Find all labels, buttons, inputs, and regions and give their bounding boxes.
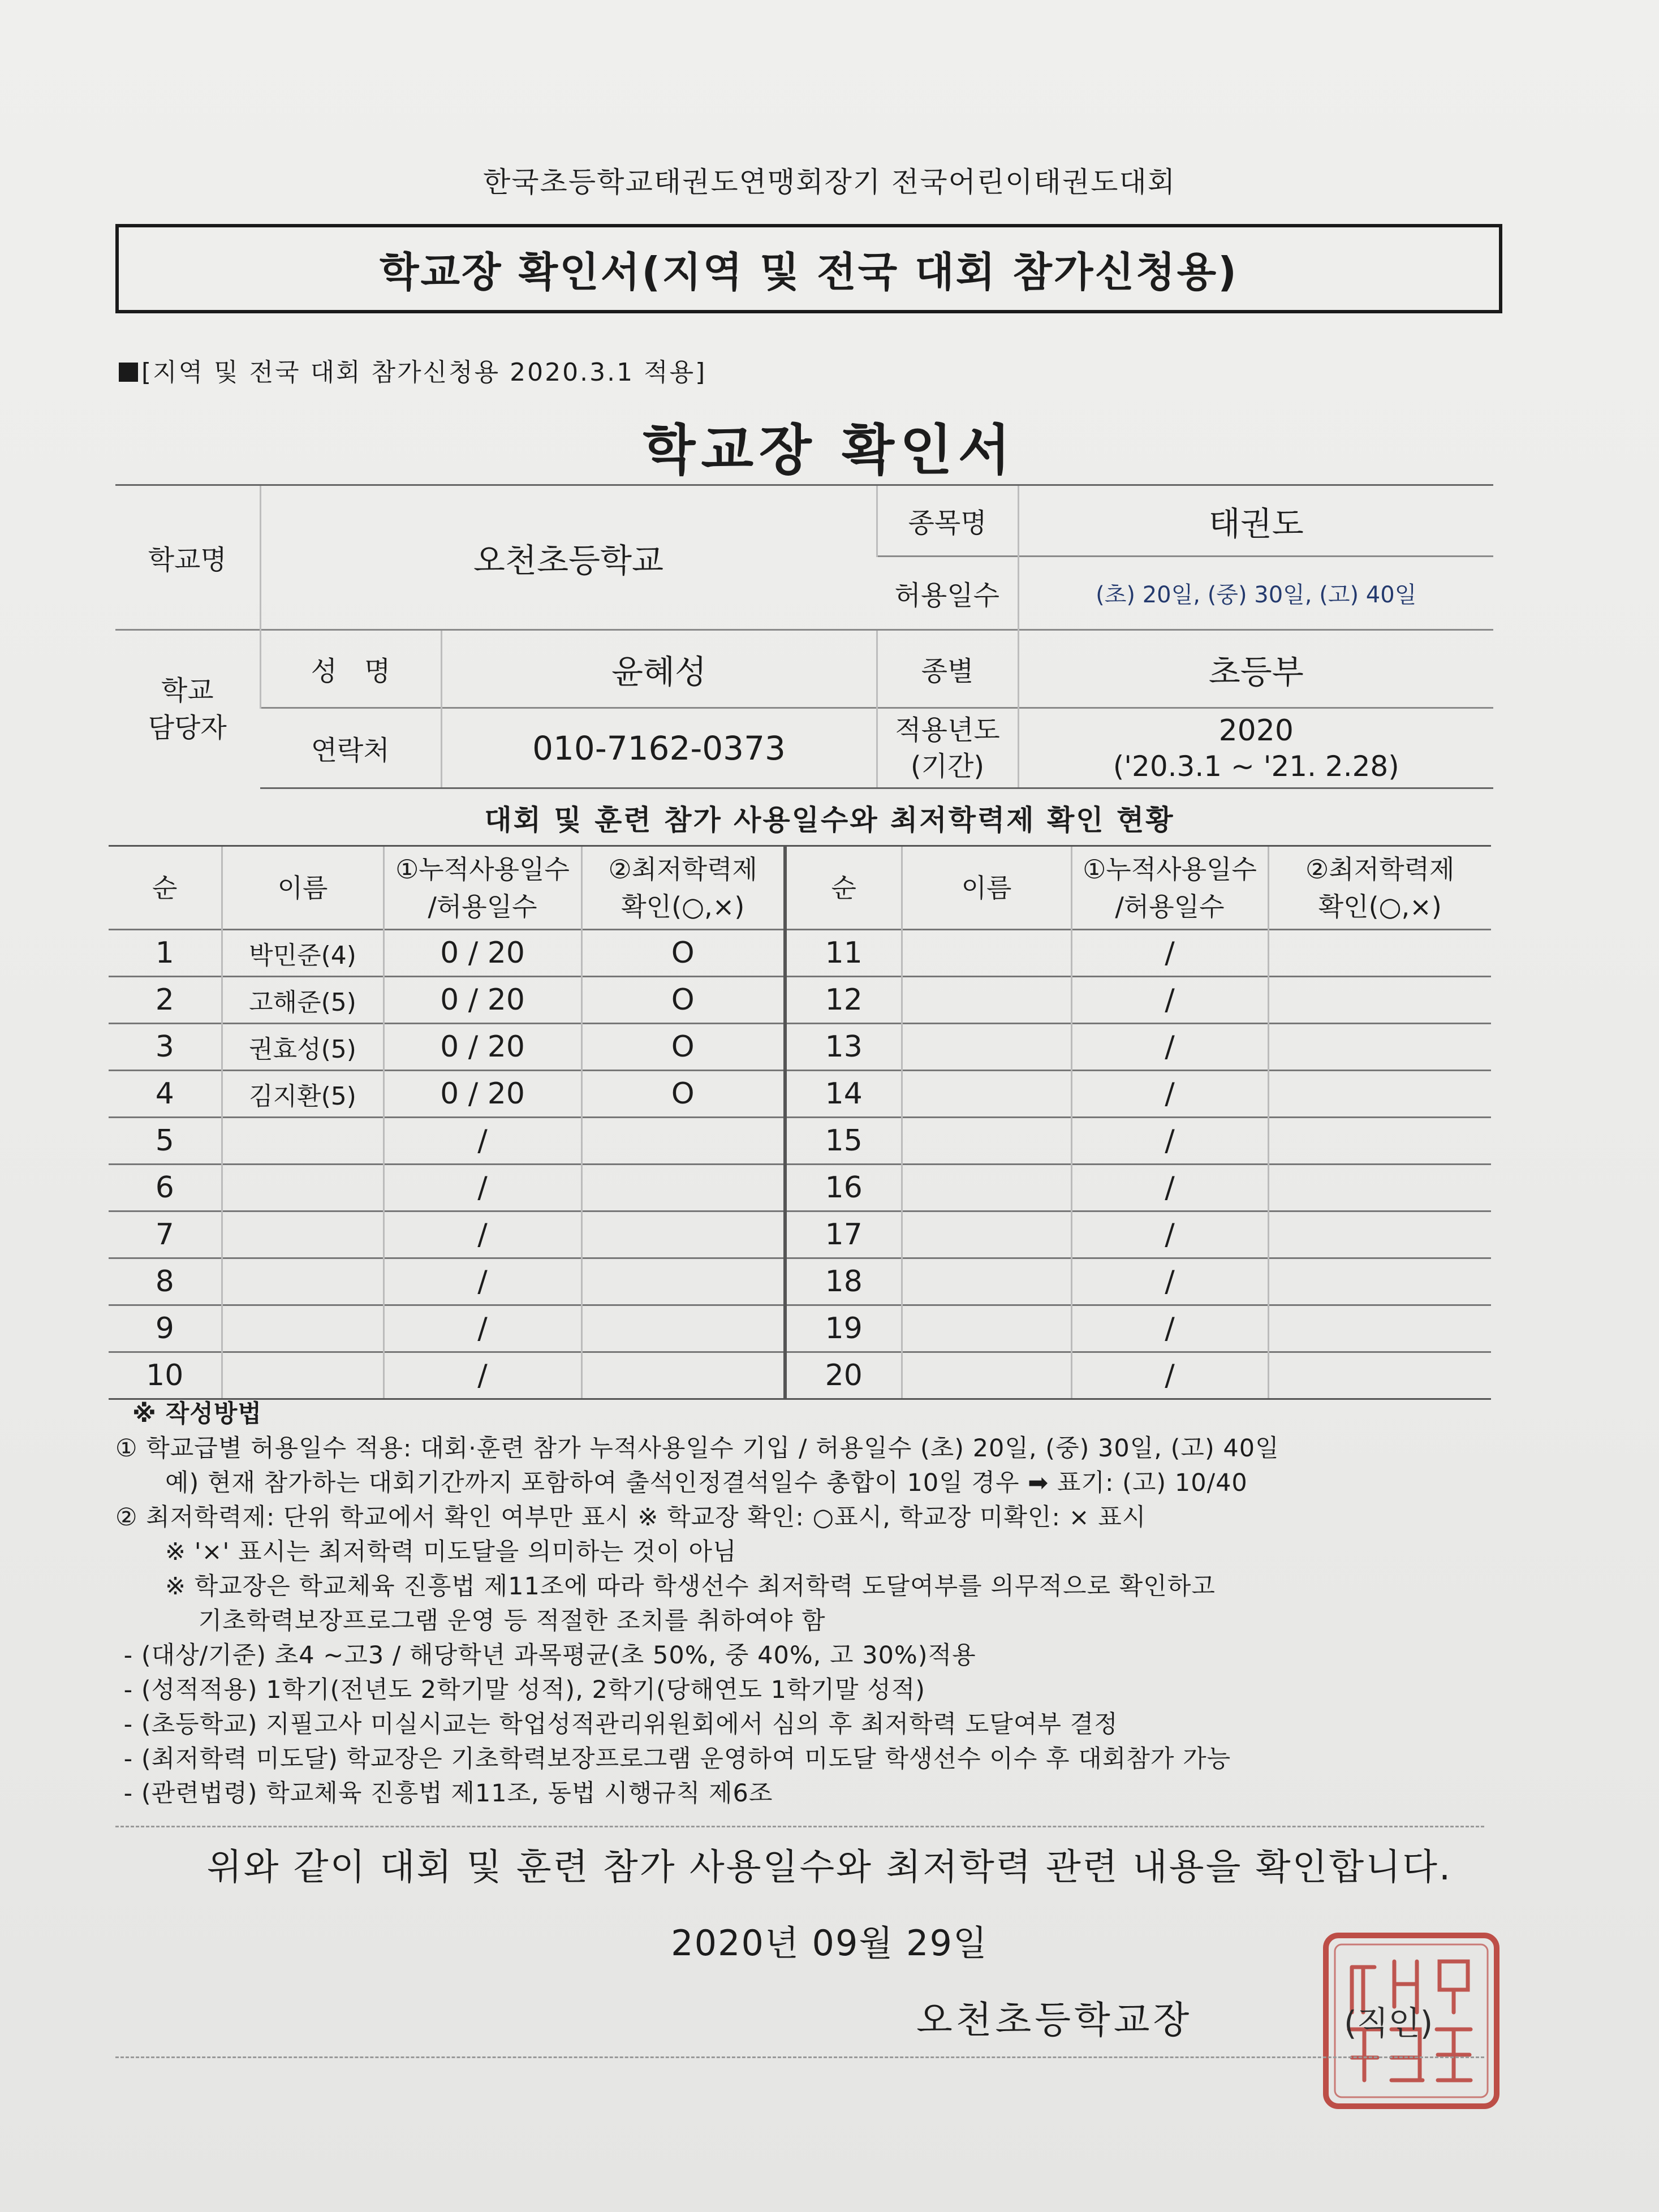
row-check bbox=[1268, 1352, 1491, 1399]
row-name bbox=[222, 1211, 383, 1258]
usage-table bbox=[109, 845, 1491, 1400]
table-row bbox=[109, 1118, 1491, 1165]
header-no-right: 순 bbox=[785, 846, 902, 930]
row-days: / bbox=[1071, 1165, 1268, 1211]
contact-value: 010-7162-0373 bbox=[441, 708, 877, 788]
row-check bbox=[581, 1305, 785, 1352]
header-check: ②최저학력제 확인(○,×) bbox=[581, 846, 785, 930]
row-no: 17 bbox=[785, 1211, 902, 1258]
row-check: O bbox=[581, 977, 785, 1024]
table-row bbox=[109, 930, 1491, 977]
event-value: 태권도 bbox=[1018, 485, 1493, 557]
table-row bbox=[109, 1352, 1491, 1399]
apply-year-value: 2020 bbox=[1218, 713, 1294, 748]
square-bullet-icon bbox=[119, 363, 138, 382]
row-no: 2 bbox=[109, 977, 222, 1024]
row-name: 권효성(5) bbox=[222, 1024, 383, 1071]
division-value: 초등부 bbox=[1018, 630, 1493, 708]
school-info-table bbox=[115, 484, 1493, 789]
row-name bbox=[902, 1258, 1071, 1305]
row-name bbox=[902, 1071, 1071, 1118]
method-line: - (최저학력 미도달) 학교장은 기초학력보장프로그램 운영하여 미도달 학생선수 이수 후 대회참가 가능 bbox=[115, 1745, 1231, 1773]
row-days: / bbox=[383, 1305, 581, 1352]
notice-text: [지역 및 전국 대회 참가신청용 2020.3.1 적용] bbox=[141, 358, 707, 387]
method-line: - (관련법령) 학교체육 진흥법 제11조, 동법 시행규칙 제6조 bbox=[115, 1779, 773, 1808]
method-lines bbox=[115, 1431, 1501, 1811]
row-days: / bbox=[1071, 977, 1268, 1024]
row-days: / bbox=[383, 1258, 581, 1305]
table-row bbox=[109, 1165, 1491, 1211]
row-no: 13 bbox=[785, 1024, 902, 1071]
row-name bbox=[902, 1024, 1071, 1071]
row-check bbox=[1268, 1071, 1491, 1118]
usage-header-row bbox=[109, 846, 1491, 930]
document-title-box bbox=[115, 224, 1502, 313]
page-title: 학교장 확인서 bbox=[643, 419, 1016, 482]
method-line: 기초학력보장프로그램 운영 등 적절한 조치를 취하여야 함 bbox=[115, 1607, 826, 1635]
row-days: 0 / 20 bbox=[383, 1071, 581, 1118]
row-days: / bbox=[1071, 1352, 1268, 1399]
row-name bbox=[222, 1258, 383, 1305]
row-check bbox=[1268, 1211, 1491, 1258]
row-no: 12 bbox=[785, 977, 902, 1024]
row-no: 6 bbox=[109, 1165, 222, 1211]
row-days: 0 / 20 bbox=[383, 977, 581, 1024]
row-name: 김지환(5) bbox=[222, 1071, 383, 1118]
row-check bbox=[581, 1165, 785, 1211]
apply-period-value: ('20.3.1 ~ '21. 2.28) bbox=[1113, 749, 1399, 783]
row-name bbox=[222, 1118, 383, 1165]
method-line: - (성적적용) 1학기(전년도 2학기말 성적), 2학기(당해연도 1학기말 성적) bbox=[115, 1676, 926, 1704]
row-name bbox=[222, 1352, 383, 1399]
table-row bbox=[109, 1258, 1491, 1305]
row-check bbox=[581, 1352, 785, 1399]
usage-section-title: 대회 및 훈련 참가 사용일수와 최저학력제 확인 현황 bbox=[484, 804, 1175, 836]
header-no: 순 bbox=[109, 846, 222, 930]
row-days: / bbox=[1071, 1211, 1268, 1258]
row-no: 3 bbox=[109, 1024, 222, 1071]
row-no: 10 bbox=[109, 1352, 222, 1399]
row-no: 19 bbox=[785, 1305, 902, 1352]
principal-signature: 오천초등학교장 bbox=[916, 1998, 1193, 2042]
row-check: O bbox=[581, 1071, 785, 1118]
row-days: 0 / 20 bbox=[383, 930, 581, 977]
row-no: 18 bbox=[785, 1258, 902, 1305]
row-days: 0 / 20 bbox=[383, 1024, 581, 1071]
writing-method bbox=[115, 1397, 1501, 1811]
division-label: 종별 bbox=[877, 630, 1018, 708]
row-days: / bbox=[383, 1165, 581, 1211]
row-days: / bbox=[1071, 1258, 1268, 1305]
table-row bbox=[109, 1024, 1491, 1071]
usage-body bbox=[109, 930, 1491, 1399]
row-name bbox=[902, 1305, 1071, 1352]
row-days: / bbox=[1071, 1024, 1268, 1071]
row-name bbox=[902, 977, 1071, 1024]
header-days: ①누적사용일수 /허용일수 bbox=[383, 846, 581, 930]
row-days: / bbox=[1071, 1118, 1268, 1165]
row-check bbox=[581, 1258, 785, 1305]
row-days: / bbox=[383, 1352, 581, 1399]
row-check bbox=[1268, 1258, 1491, 1305]
row-name bbox=[222, 1305, 383, 1352]
row-check bbox=[1268, 1165, 1491, 1211]
row-no: 9 bbox=[109, 1305, 222, 1352]
row-check: O bbox=[581, 930, 785, 977]
table-row bbox=[109, 1305, 1491, 1352]
allowed-days-label: 허용일수 bbox=[877, 557, 1018, 630]
method-line: - (대상/기준) 초4 ~고3 / 해당학년 과목평균(초 50%, 중 40%, 고 30%)적용 bbox=[115, 1641, 976, 1670]
row-name bbox=[902, 1211, 1071, 1258]
header-name-right: 이름 bbox=[902, 846, 1071, 930]
table-row bbox=[109, 1211, 1491, 1258]
table-row bbox=[109, 1071, 1491, 1118]
organizer-title: 한국초등학교태권도연맹회장기 전국어린이태권도대회 bbox=[482, 166, 1177, 199]
row-no: 7 bbox=[109, 1211, 222, 1258]
row-days: / bbox=[1071, 1305, 1268, 1352]
apply-year-cell bbox=[1018, 708, 1493, 788]
row-check bbox=[1268, 930, 1491, 977]
applicability-notice bbox=[119, 352, 706, 388]
method-line: ※ '×' 표시는 최저학력 미도달을 의미하는 것이 아님 bbox=[115, 1538, 737, 1566]
row-no: 15 bbox=[785, 1118, 902, 1165]
seal-note: (직인) bbox=[1344, 2004, 1433, 2042]
row-days: / bbox=[383, 1118, 581, 1165]
school-manager-label: 학교 담당자 bbox=[115, 630, 260, 788]
method-heading: ※ 작성방법 bbox=[132, 1400, 262, 1428]
document-title: 학교장 확인서(지역 및 전국 대회 참가신청용) bbox=[379, 248, 1239, 296]
row-no: 20 bbox=[785, 1352, 902, 1399]
header-days-right: ①누적사용일수 /허용일수 bbox=[1071, 846, 1268, 930]
row-name bbox=[222, 1165, 383, 1211]
header-name: 이름 bbox=[222, 846, 383, 930]
row-check bbox=[581, 1211, 785, 1258]
apply-year-label: 적용년도 (기간) bbox=[877, 708, 1018, 788]
row-no: 14 bbox=[785, 1071, 902, 1118]
method-line: 예) 현재 참가하는 대회기간까지 포함하여 출석인정결석일수 총합이 10일 경우 ➡ 표기: (고) 10/40 bbox=[115, 1469, 1248, 1497]
allowed-days-value: (초) 20일, (중) 30일, (고) 40일 bbox=[1018, 557, 1493, 630]
row-name bbox=[902, 1165, 1071, 1211]
row-check bbox=[1268, 1305, 1491, 1352]
manager-name-label: 성 명 bbox=[260, 630, 441, 708]
row-check bbox=[1268, 977, 1491, 1024]
method-line: ① 학교급별 허용일수 적용: 대회·훈련 참가 누적사용일수 기입 / 허용일수 (초) 20일, (중) 30일, (고) 40일 bbox=[115, 1434, 1279, 1463]
row-check bbox=[1268, 1024, 1491, 1071]
row-name bbox=[902, 1118, 1071, 1165]
manager-name-value: 윤혜성 bbox=[441, 630, 877, 708]
method-line: ※ 학교장은 학교체육 진흥법 제11조에 따라 학생선수 최저학력 도달여부를 의무적으로 확인하고 bbox=[115, 1572, 1216, 1601]
method-line: ② 최저학력제: 단위 학교에서 확인 여부만 표시 ※ 학교장 확인: ○표시, 학교장 미확인: × 표시 bbox=[115, 1503, 1147, 1532]
row-no: 4 bbox=[109, 1071, 222, 1118]
contact-label: 연락처 bbox=[260, 708, 441, 788]
confirmation-statement: 위와 같이 대회 및 훈련 참가 사용일수와 최저학력 관련 내용을 확인합니다. bbox=[206, 1847, 1453, 1888]
header-check-right: ②최저학력제 확인(○,×) bbox=[1268, 846, 1491, 930]
event-label: 종목명 bbox=[877, 485, 1018, 557]
row-name: 고해준(5) bbox=[222, 977, 383, 1024]
row-check bbox=[1268, 1118, 1491, 1165]
row-no: 11 bbox=[785, 930, 902, 977]
row-name bbox=[902, 1352, 1071, 1399]
row-no: 5 bbox=[109, 1118, 222, 1165]
row-days: / bbox=[1071, 930, 1268, 977]
method-line: - (초등학교) 지필고사 미실시교는 학업성적관리위원회에서 심의 후 최저학력 도달여부 결정 bbox=[115, 1710, 1118, 1739]
school-name-label: 학교명 bbox=[115, 485, 260, 630]
table-row bbox=[109, 977, 1491, 1024]
row-name: 박민준(4) bbox=[222, 930, 383, 977]
row-no: 8 bbox=[109, 1258, 222, 1305]
row-days: / bbox=[1071, 1071, 1268, 1118]
divider-top bbox=[115, 1826, 1484, 1827]
row-days: / bbox=[383, 1211, 581, 1258]
row-no: 16 bbox=[785, 1165, 902, 1211]
row-no: 1 bbox=[109, 930, 222, 977]
row-name bbox=[902, 930, 1071, 977]
confirmation-date: 2020년 09월 29일 bbox=[671, 1922, 988, 1964]
row-check: O bbox=[581, 1024, 785, 1071]
school-name-value: 오천초등학교 bbox=[260, 485, 877, 630]
divider-bottom bbox=[115, 2056, 1484, 2058]
row-check bbox=[581, 1118, 785, 1165]
